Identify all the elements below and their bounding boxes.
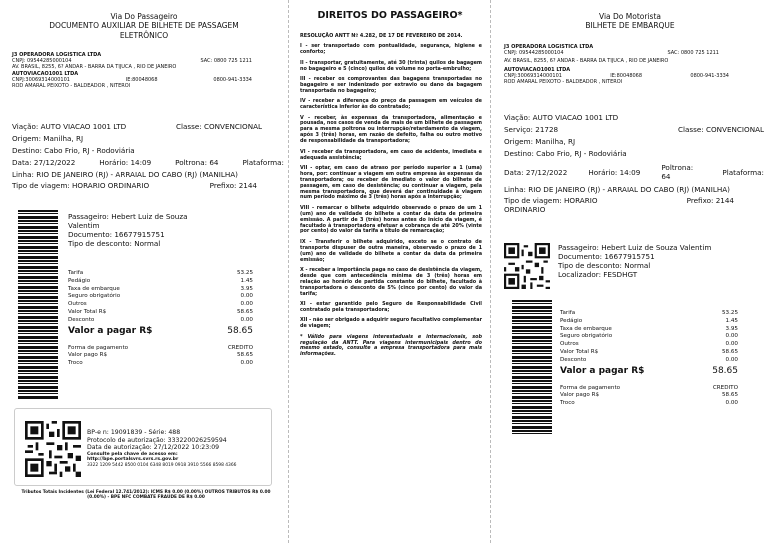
passenger-name: Passageiro: Hebert Luiz de Souza Valentim (68, 212, 188, 230)
discount-type: Tipo de desconto: Normal (68, 239, 161, 248)
classe: Classe: CONVENCIONAL (175, 122, 262, 131)
rights-item: V - receber, às expensas da transportadora, alimentação e pousada, nos casos de venda de mais de um bilhete de passagem para a mesma poltrona ou interrupção/retardamento da viagem, após 3 (três) horas, em razão de defeito, falha ou outro motivo de responsabilidade da transportadora; (300, 114, 482, 145)
fare-value: 0.00 (240, 293, 253, 300)
rights-item: VI - receber da transportadora, em caso de acidente, imediata e adequada assistência; (300, 148, 482, 161)
fare-value: 0.00 (240, 301, 253, 308)
company-name: J3 OPERADORA LOGISTICA LTDA (504, 44, 594, 50)
rights-item: VIII - remarcar o bilhete adquirido observado o prazo de um 1 (um) ano de validade do bilhete a contar da data de primeira emissão. A partir de 3 (três) horas antes do início da viagem, é facultado à transportadora efetuar a cobrança de até 20% (vinte por cento) do valor da tarifa a título de remarcação; (300, 204, 482, 235)
bpe-auth-date: Data de autorização: 27/12/2022 10:23:09 (87, 444, 220, 452)
fare-value: 0.00 (240, 316, 253, 323)
fare-label: Desconto (560, 356, 587, 363)
rights-item: I - ser transportado com pontualidade, segurança, higiene e conforto; (300, 43, 482, 56)
plataforma: Plataforma: (722, 167, 764, 177)
fare-table (68, 270, 253, 368)
agency-cnpj: CNPJ:30069314000101 (12, 76, 70, 83)
agency-phone: 0800-941-3334 (690, 72, 729, 79)
passenger-copy (0, 0, 288, 543)
fare-label: Tarifa (68, 270, 84, 276)
discount-type: Tipo de desconto: Normal (558, 261, 651, 270)
pay-label: Valor a pagar R$ (68, 325, 153, 336)
bpe-number: BP-e n: 19091839 - Série: 488 (87, 429, 181, 436)
rights-item: XI - estar garantido pelo Seguro de Responsabilidade Civil contratado pela transportadora; (300, 301, 482, 313)
fare-value: 0.00 (725, 356, 738, 363)
data: Data: 27/12/2022 (504, 167, 568, 177)
tipo-viagem: Tipo de viagem: HORARIO ORDINARIO (12, 181, 150, 190)
bpe-box (14, 408, 272, 486)
localizador: Localizador: FESDHGT (558, 270, 638, 279)
agency-phone: 0800-941-3334 (213, 76, 252, 83)
document-title: DOCUMENTO AUXILIAR DE BILHETE DE PASSAGEM ELETRÔNICO (49, 21, 239, 40)
poltrona: Poltrona: 64 (661, 163, 694, 181)
company-cnpj: CNPJ: 09544285000104 (12, 58, 72, 65)
agency-address: ROD AMARAL PEIXOTO - BALDEADOR , NITEROI (12, 83, 131, 90)
via-label: Via Do Passageiro (110, 12, 178, 21)
horario: Horário: 14:09 (588, 167, 641, 177)
company-address: AV. BRASIL, 8255, 6? ANDAR - BARRA DA TIJUCA , RIO DE JANEIRO (504, 58, 669, 65)
fare-label: Valor Total R$ (68, 308, 107, 315)
rights-item: X - receber a importância paga no caso de desistência da viagem, desde que com antecedência mínima de 3 (três) horas em relação ao horário de partida constante do bilhete, facultado à transportadora o desconto de 5% (cinco por cento) do valor da tarifa; (300, 267, 482, 297)
destino: Destino: Cabo Frio, RJ - Rodoviária (504, 149, 627, 158)
agency-ie: IE:80048068 (125, 76, 158, 83)
fare-label: Valor Total R$ (560, 348, 599, 355)
rights-item: RESOLUÇÃO ANTT Nº 4.282, DE 17 DE FEVEREIRO DE 2014. (300, 33, 463, 39)
fare-value: 3.95 (725, 325, 738, 332)
rights-item: VII - optar, em caso de atraso por período superior a 1 (uma) hora, por: continuar a viagem em outra empresa às expensas da transportadora; ou receber de imediato o valor do bilhete de passagem, em caso de desistência; ou continuar a viagem, pela mesma transportadora, que deverá dar continuidade à viagem num período máximo de 3 (três) horas após a interrupção; (300, 164, 482, 201)
fare-label: Outros (68, 301, 87, 308)
data: Data: 27/12/2022 (12, 158, 76, 167)
prefixo: Prefixo: 2144 (209, 181, 257, 190)
bpe-protocol: Protocolo de autorização: 333220026259594 (87, 436, 227, 444)
fare-value: 53.25 (236, 270, 253, 276)
agency-name: AUTOVIACAO1001 LTDA (12, 70, 79, 77)
trip-info (504, 113, 764, 214)
agency-cnpj: CNPJ:30069314000101 (504, 72, 562, 79)
fare-table (560, 310, 738, 408)
payment-method-label: Forma de pagamento (68, 344, 129, 351)
barcode (512, 300, 552, 436)
boarding-title: BILHETE DE EMBARQUE (585, 21, 675, 30)
rights-title: DIREITOS DO PASSAGEIRO* (317, 10, 463, 21)
rights-list (300, 34, 482, 363)
agency-name: AUTOVIACAO1001 LTDA (504, 66, 571, 73)
fare-label: Seguro obrigatório (560, 333, 613, 340)
company-name: J3 OPERADORA LOGISTICA LTDA (12, 52, 102, 58)
fare-label: Tarifa (560, 310, 576, 316)
fare-value: 0.00 (725, 333, 738, 340)
paid-value: 58.65 (236, 352, 253, 359)
fare-label: Seguro obrigatório (68, 293, 121, 300)
fare-label: Taxa de embarque (68, 285, 120, 292)
paid-value: 58.65 (721, 392, 738, 399)
bpe-url[interactable]: http://bpe.portalsvrs.svrs.rs.gov.br (87, 457, 179, 463)
barcode (18, 210, 58, 400)
viacao: Viação: AUTO VIACAO 1001 LTD (504, 113, 619, 122)
passenger-doc: Documento: 16677915751 (558, 252, 655, 261)
qr-code (25, 421, 81, 477)
qr-code (504, 243, 550, 289)
plataforma: Plataforma: (242, 158, 284, 167)
change-value: 0.00 (725, 400, 738, 407)
tax-footer: Tributos Totais Incidentes (Lei Federal 12.741/2012): ICMS R$ 0.00 (0.00%) OUTROS TRIBUTOS R$ 0.00 (0.00%) - BPE NFC COMBATE FRAUDE DE R$ 0.00 (21, 490, 271, 501)
rights-item: II - transportar, gratuitamente, até 30 (trinta) quilos de bagagem no bagageiro e 5 (cinco) quilos de volume no porta-embrulho; (300, 59, 482, 72)
prefixo: Prefixo: 2144 (686, 196, 734, 205)
paid-label: Valor pago R$ (68, 352, 108, 359)
fare-label: Outros (560, 341, 579, 348)
pay-value: 58.65 (712, 365, 738, 376)
rights-footnote: * Válido para viagens interestaduais e internacionais, sob regulação da ANTT. Para viagens intermunicipais dentro do mesmo estado, consulte a empresa transportadora para mais informações. (300, 333, 482, 358)
payment-method-value: CREDITO (712, 384, 738, 391)
fare-value: 1.45 (240, 277, 253, 284)
via-label: Via Do Motorista (599, 12, 661, 21)
fare-value: 53.25 (721, 310, 738, 316)
rights-item: IV - receber a diferença do preço da passagem em veículos de característica inferior às do contratado; (300, 98, 482, 111)
poltrona: Poltrona: 64 (175, 158, 219, 167)
payment-method-label: Forma de pagamento (560, 384, 621, 391)
tipo-viagem: Tipo de viagem: HORARIO ORDINARIO (504, 196, 598, 214)
fare-value: 58.65 (721, 348, 738, 355)
agency-ie: IE:80048068 (610, 72, 643, 79)
change-label: Troco (68, 360, 83, 367)
horario: Horário: 14:09 (99, 158, 152, 167)
fare-label: Desconto (68, 316, 95, 323)
origem: Origem: Manilha, RJ (12, 134, 84, 143)
change-value: 0.00 (240, 360, 253, 367)
paid-label: Valor pago R$ (560, 392, 600, 399)
change-label: Troco (560, 400, 575, 407)
company-block (12, 52, 284, 89)
fare-value: 0.00 (725, 341, 738, 348)
fare-value: 58.65 (236, 308, 253, 315)
pay-label: Valor a pagar R$ (560, 365, 645, 376)
fare-value: 3.95 (240, 285, 253, 292)
linha: Linha: RIO DE JANEIRO (RJ) - ARRAIAL DO CABO (RJ) (MANILHA) (12, 170, 238, 179)
fare-label: Pedágio (560, 317, 583, 324)
viacao: Viação: AUTO VIACAO 1001 LTD (12, 122, 127, 131)
passenger-name: Passageiro: Hebert Luiz de Souza Valentim (558, 243, 712, 252)
bpe-access-key: 3322 1209 5442 8500 0104 6348 8019 0918 3910 5566 8598 4366 (87, 462, 237, 468)
fare-value: 1.45 (725, 317, 738, 324)
classe: Classe: CONVENCIONAL (677, 125, 764, 134)
fare-label: Pedágio (68, 277, 91, 284)
passenger-info (68, 212, 218, 248)
company-cnpj: CNPJ: 09544285000104 (504, 50, 564, 57)
pay-value: 58.65 (227, 325, 253, 336)
company-sac: SAC: 0800 725 1211 (667, 50, 719, 57)
fare-label: Taxa de embarque (560, 325, 612, 332)
company-block (504, 44, 764, 85)
bpe-consult-label: Consulte pela chave de acesso em: (87, 451, 178, 457)
destino: Destino: Cabo Frio, RJ - Rodoviária (12, 146, 135, 155)
origem: Origem: Manilha, RJ (504, 137, 576, 146)
passenger-doc: Documento: 16677915751 (68, 230, 165, 239)
payment-method-value: CREDITO (227, 344, 253, 351)
passenger-rights (290, 0, 490, 543)
agency-address: ROD AMARAL PEIXOTO - BALDEADOR , NITEROI (504, 79, 623, 86)
passenger-info (558, 243, 718, 279)
rights-item: XII - não ser obrigado a adquirir seguro facultativo complementar de viagem; (300, 317, 482, 330)
driver-copy (492, 0, 768, 543)
linha: Linha: RIO DE JANEIRO (RJ) - ARRAIAL DO CABO (RJ) (MANILHA) (504, 185, 730, 194)
company-sac: SAC: 0800 725 1211 (200, 58, 252, 65)
rights-item: III - receber os comprovantes das bagagens transportadas no bagageiro e ser indenizado por extravio ou dano da bagagem transportada no bagageiro; (300, 76, 482, 94)
rights-item: IX - Transferir o bilhete adquirido, exceto se o contrato de transporte dispuser de outra maneira, observado o prazo de 1 (um) ano de validade do bilhete a contar da data da primeira emissão; (300, 238, 482, 263)
servico: Serviço: 21728 (504, 125, 559, 134)
trip-info (12, 122, 284, 190)
company-address: AV. BRASIL, 8255, 6? ANDAR - BARRA DA TIJUCA , RIO DE JANEIRO (12, 64, 177, 71)
bpe-info (87, 429, 271, 469)
